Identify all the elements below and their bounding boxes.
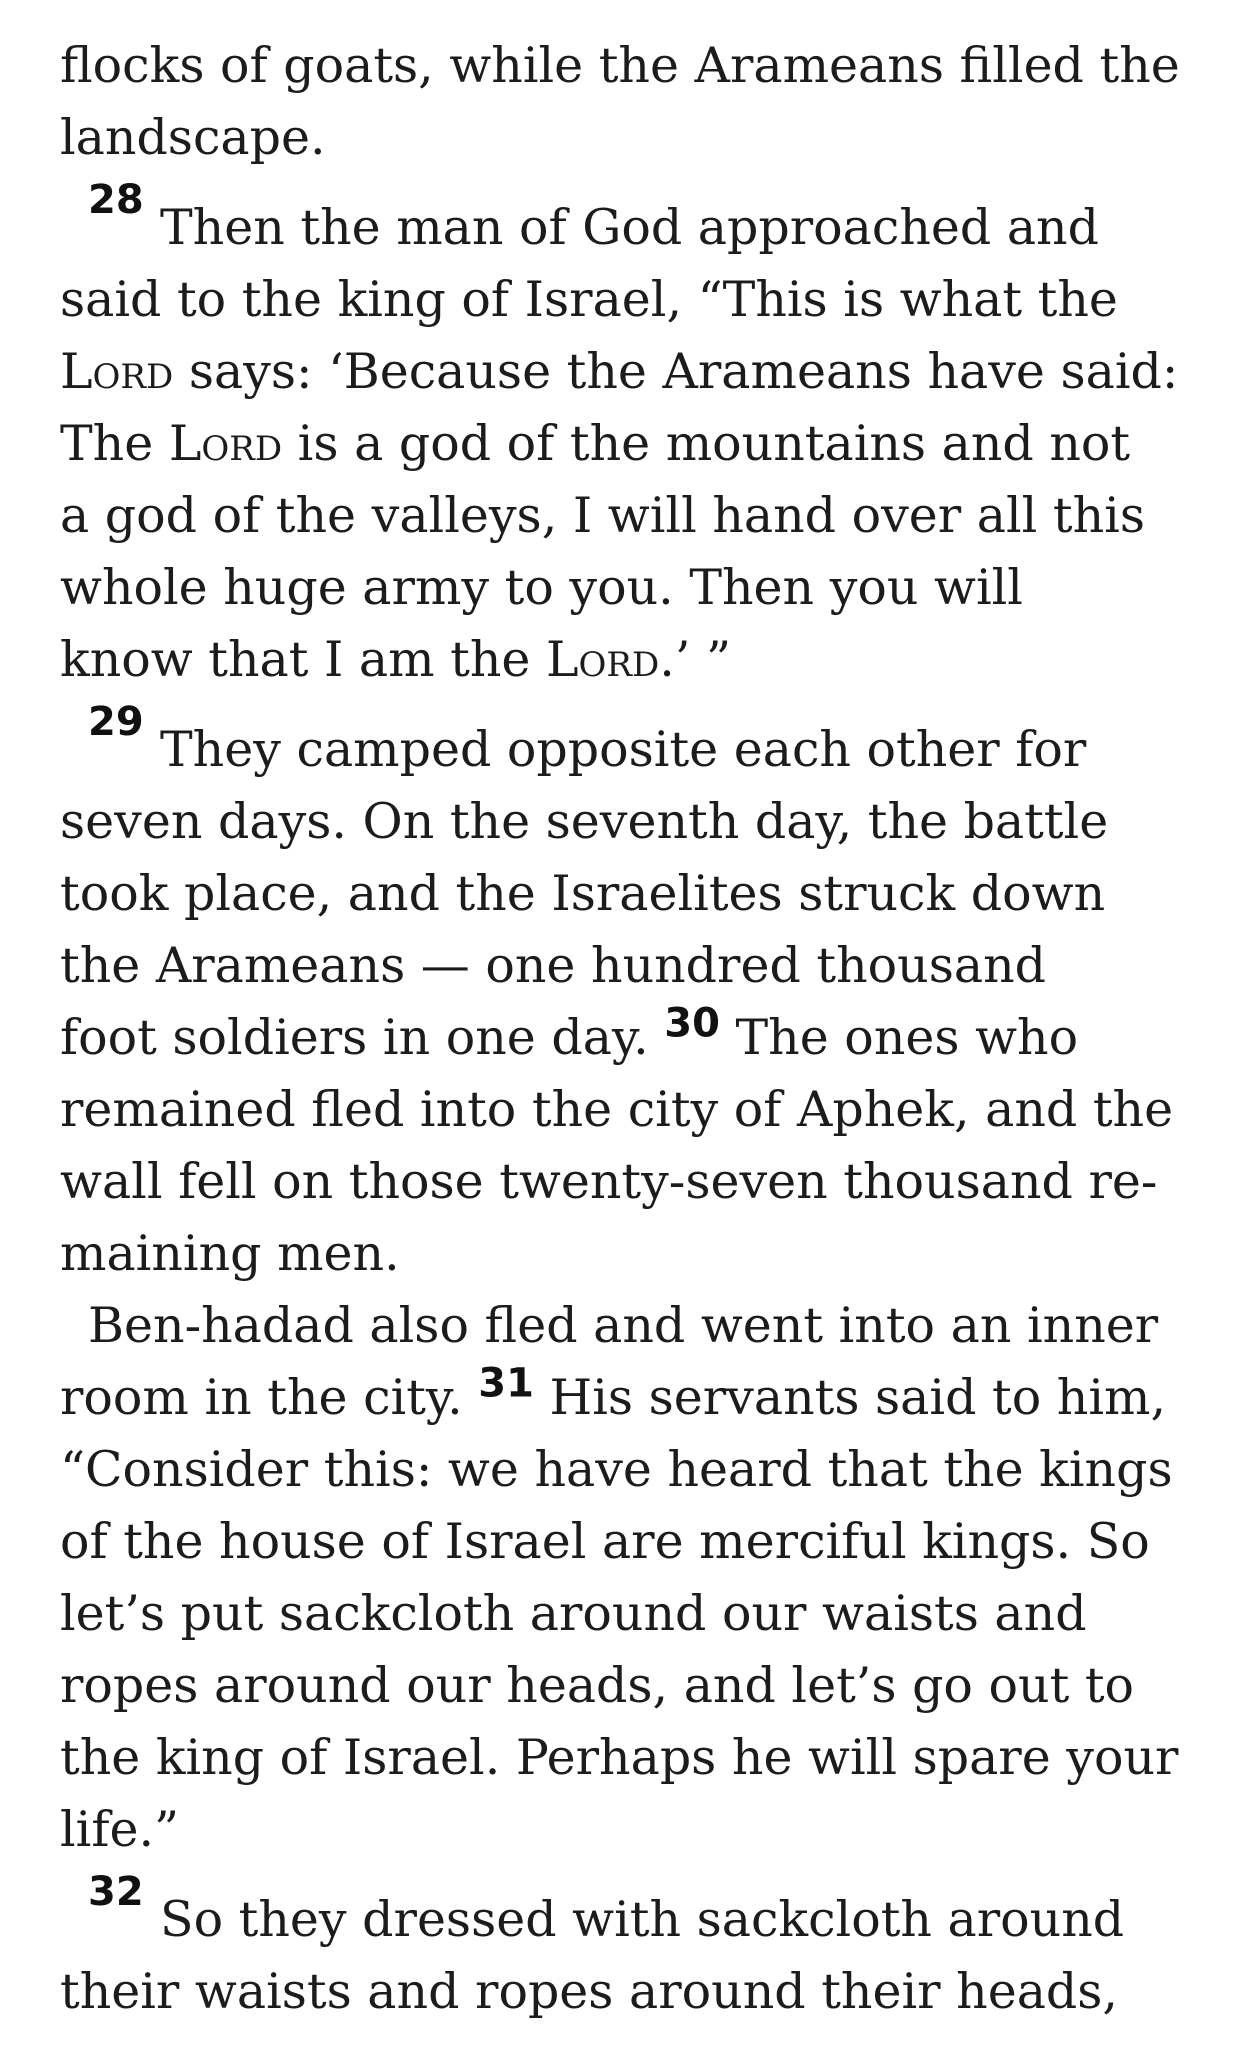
paragraph-start-line: Ben-hadad also fled and went into an inner — [88, 1297, 1159, 1354]
lord-small-caps: Lord — [60, 343, 174, 400]
text-line: remained fled into the city of Aphek, and the — [60, 1081, 1174, 1138]
text-segment: foot soldiers in one day. — [60, 1009, 665, 1066]
lord-small-caps: Lord — [546, 631, 660, 688]
verse-29-line — [60, 696, 1190, 786]
text-line: seven days. On the seventh day, the battle — [60, 793, 1109, 850]
verse-28-line — [60, 174, 1190, 264]
text-segment: is a god of the mountains and not — [282, 415, 1131, 472]
scripture-text — [60, 30, 1190, 2028]
text-line: took place, and the Israelites struck down — [60, 865, 1106, 922]
text-line: whole huge army to you. Then you will — [60, 559, 1023, 616]
text-line: the Arameans — one hundred thousand — [60, 937, 1047, 994]
text-segment: says: ‘Because the Arameans have said: — [173, 343, 1179, 400]
verse-number-29: 29 — [88, 699, 144, 745]
text-line: ropes around our heads, and let’s go out to — [60, 1657, 1135, 1714]
text-line: let’s put sackcloth around our waists and — [60, 1585, 1087, 1642]
text-line — [60, 624, 1190, 696]
text-line: “Consider this: we have heard that the kings — [60, 1441, 1173, 1498]
text-segment: .’ ” — [659, 631, 732, 688]
text-line: the king of Israel. Perhaps he will spare your — [60, 1729, 1179, 1786]
verse-number-28: 28 — [88, 177, 144, 223]
text-line: wall fell on those twenty-seven thousand re- — [60, 1153, 1158, 1210]
text-line — [60, 336, 1190, 408]
text-line — [60, 1002, 1190, 1074]
text-line — [60, 408, 1190, 480]
text-line: landscape. — [60, 109, 326, 166]
text-segment: His servants said to him, — [533, 1369, 1167, 1426]
text-segment: The — [60, 415, 169, 472]
verse-number-30: 30 — [664, 1000, 720, 1047]
verse-number-31: 31 — [478, 1360, 534, 1407]
verse-32-line — [60, 1866, 1190, 1956]
text-segment: Then the man of God approached and — [160, 199, 1099, 256]
text-segment: So they dressed with sackcloth around — [160, 1891, 1125, 1948]
verse-number-32: 32 — [88, 1869, 144, 1915]
text-segment: They camped opposite each other for — [160, 721, 1087, 778]
text-line: maining men. — [60, 1225, 400, 1282]
text-segment: know that I am the — [60, 631, 547, 688]
text-segment: room in the city. — [60, 1369, 479, 1426]
text-line: of the house of Israel are merciful kings. So — [60, 1513, 1150, 1570]
text-line: flocks of goats, while the Arameans filled the — [60, 37, 1180, 94]
text-line — [60, 1362, 1190, 1434]
text-line: their waists and ropes around their heads, — [60, 1963, 1118, 2020]
text-line: a god of the valleys, I will hand over all this — [60, 487, 1145, 544]
text-line: said to the king of Israel, “This is what the — [60, 271, 1118, 328]
text-line: life.” — [60, 1801, 180, 1858]
lord-small-caps: Lord — [168, 415, 283, 472]
text-segment: The ones who — [719, 1009, 1079, 1066]
